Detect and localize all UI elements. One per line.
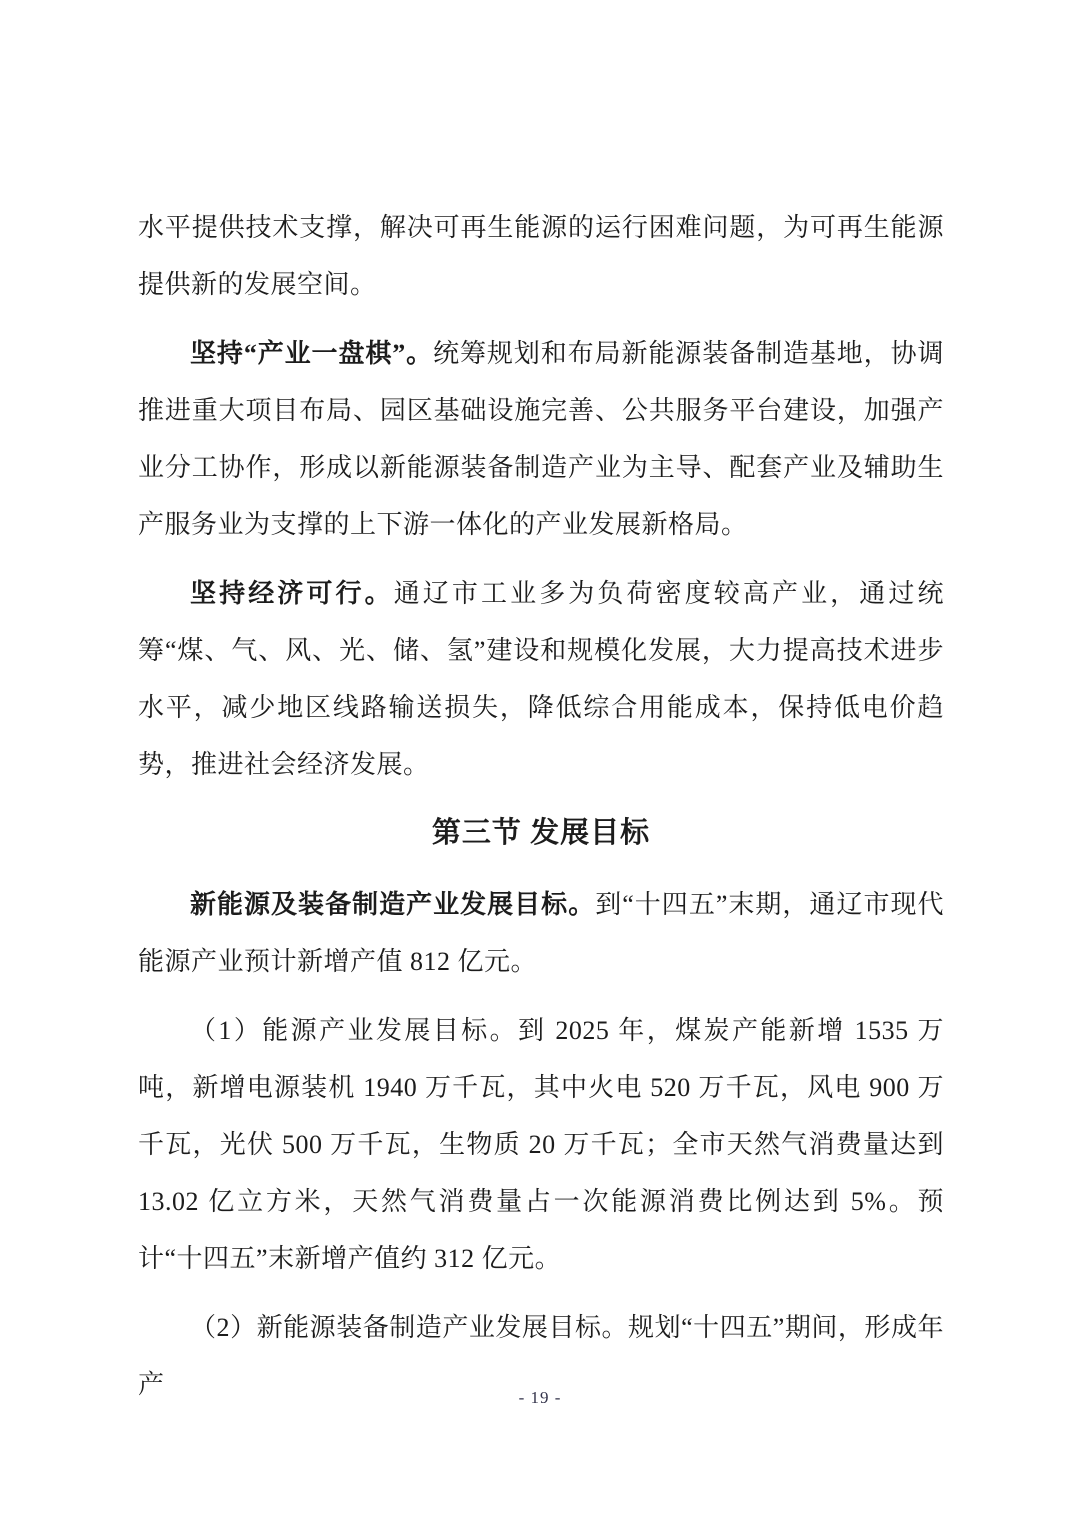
paragraph-text: （1）能源产业发展目标。到 2025 年，煤炭产能新增 1535 万吨，新增电源装机 1940 万千瓦，其中火电 520 万千瓦，风电 900 万千瓦，光伏 500 万千瓦，生物质 20 万千瓦；全市天然气消费量达到 13.02 亿立方米，天然气消费量占一次能源消费比例达到 5%。预计“十四五”末新增产值约 312 亿元。 [138,1016,944,1273]
paragraph-text: 通辽市工业多为负荷密度较高产业，通过统筹“煤、气、风、光、储、氢”建设和规模化发展，大力提高技术进步水平，减少地区线路输送损失，降低综合用能成本，保持低电价趋势，推进社会经济发展。 [138,579,944,779]
paragraph-lead: 坚持“产业一盘棋”。 [190,339,434,368]
paragraph-lead: 坚持经济可行。 [190,579,394,608]
paragraph [138,199,944,313]
paragraph-lead: 新能源及装备制造产业发展目标。 [190,890,596,919]
paragraph-text: 到“十四五”末期，通辽市现代能源产业预计新增产值 812 亿元。 [138,890,944,976]
section-heading: 第三节 发展目标 [431,817,651,849]
paragraph-text: 统筹规划和布局新能源装备制造基地，协调推进重大项目布局、园区基础设施完善、公共服务平台建设，加强产业分工协作，形成以新能源装备制造产业为主导、配套产业及辅助生产服务业为支撑的上下游一体化的产业发展新格局。 [138,339,944,539]
paragraph-text: 水平提供技术支撑，解决可再生能源的运行困难问题，为可再生能源提供新的发展空间。 [138,213,944,299]
page-number: - 19 - [518,1388,562,1407]
paragraph [138,876,944,990]
paragraph-text: （2）新能源装备制造产业发展目标。规划“十四五”期间，形成年产 [138,1313,944,1399]
paragraph [138,1002,944,1287]
paragraph [138,325,944,553]
paragraph [138,565,944,793]
